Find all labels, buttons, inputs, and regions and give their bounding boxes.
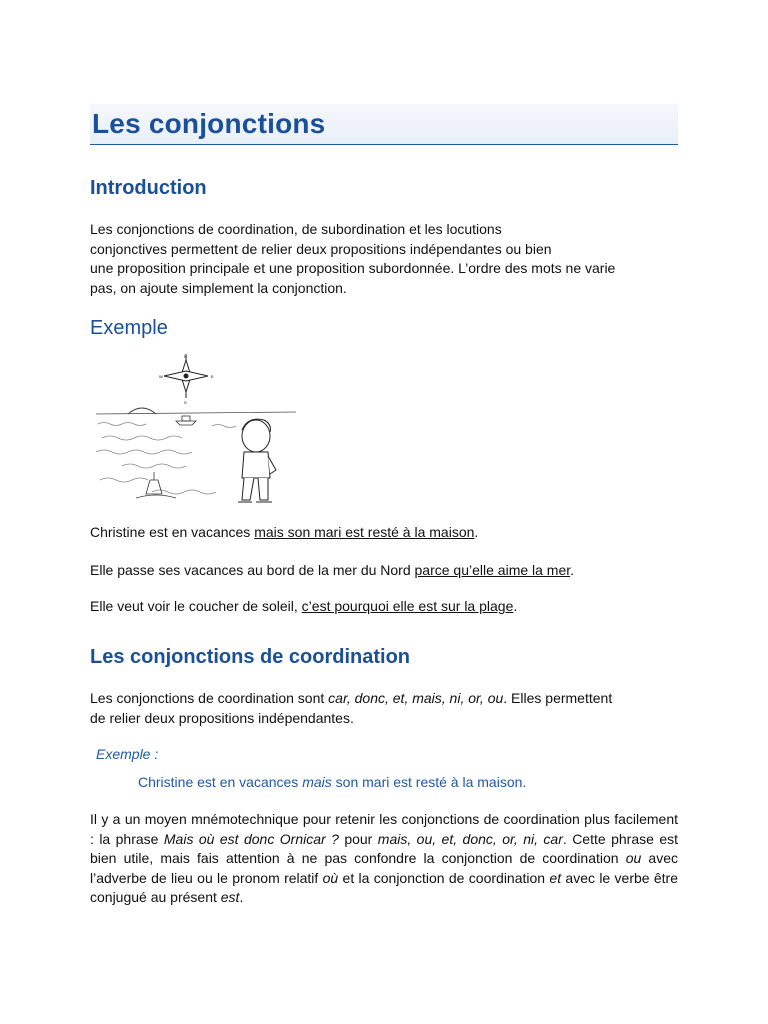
paragraph-italic: est xyxy=(220,889,240,905)
intro-line: Les conjonctions de coordination, de subordination et les locutions xyxy=(90,221,502,237)
exemple-sentence-1 xyxy=(90,523,678,543)
coordination-paragraph-1 xyxy=(90,689,678,728)
paragraph-text: . Cette phrase est bien utile, mais fais attention à ne pas confondre la conjonction de coordination xyxy=(90,830,678,866)
paragraph-italic: car, donc, et, mais, ni, or, ou xyxy=(328,690,504,706)
paragraph-italic: et xyxy=(549,869,562,886)
intro-line: conjonctives permettent de relier deux propositions indépendantes ou bien xyxy=(90,240,552,257)
example-text: Christine est en vacances xyxy=(138,774,303,790)
sentence-text: . xyxy=(570,562,575,578)
intro-paragraph xyxy=(90,220,678,298)
horizon-line xyxy=(96,412,296,414)
compass-w-label: W xyxy=(159,374,163,379)
example-italic: mais xyxy=(302,774,332,790)
sentence-underlined: mais son mari est resté à la maison xyxy=(254,524,475,540)
paragraph-text: de relier deux propositions indépendantes. xyxy=(90,709,354,726)
sandcastle-icon xyxy=(136,472,176,498)
child-figure xyxy=(238,419,276,502)
paragraph-italic: ou xyxy=(625,850,642,866)
compass-rose-icon xyxy=(164,354,208,398)
sentence-text: Elle veut voir le coucher de soleil, xyxy=(90,598,302,614)
exemple-heading: Exemple xyxy=(90,317,168,339)
paragraph-text: . xyxy=(239,889,244,905)
exemple-sentence-3 xyxy=(90,597,678,617)
example-text: son mari est resté à la maison. xyxy=(331,774,527,790)
compass-n-label: N xyxy=(184,354,187,359)
paragraph-text: Il y a un moyen mnémotechnique pour retenir les conjonctions de coordination plus facilement : la phrase xyxy=(90,811,678,847)
compass-s-label: S xyxy=(184,400,187,405)
compass-e-label: E xyxy=(211,374,214,379)
paragraph-italic: mais, ou, et, donc, or, ni, car xyxy=(377,830,563,847)
example-label: Exemple : xyxy=(96,746,159,762)
boat-icon xyxy=(176,416,196,425)
intro-heading: Introduction xyxy=(90,177,207,199)
title-bar xyxy=(90,104,678,145)
intro-line: pas, on ajoute simplement la conjonction. xyxy=(90,279,347,296)
paragraph-text: et la conjonction de coordination xyxy=(338,869,550,886)
sentence-text: Elle passe ses vacances au bord de la mer du Nord xyxy=(90,562,415,578)
example-sentence xyxy=(138,774,526,790)
paragraph-text: . Elles permettent xyxy=(503,690,613,706)
paragraph-text: avec le verbe être conjugué au présent xyxy=(90,869,679,905)
page-title: Les conjonctions xyxy=(92,108,326,139)
sentence-underlined: parce qu’elle aime la mer xyxy=(414,562,571,578)
coordination-paragraph-2 xyxy=(90,810,678,908)
sentence-underlined: c’est pourquoi elle est sur la plage xyxy=(301,598,514,614)
coordination-heading: Les conjonctions de coordination xyxy=(90,646,411,668)
paragraph-text: Les conjonctions de coordination sont xyxy=(90,690,329,706)
sentence-text: . xyxy=(513,598,518,614)
intro-line: une proposition principale et une proposition subordonnée. L’ordre des mots ne varie xyxy=(90,260,616,276)
sentence-text: Christine est en vacances xyxy=(90,524,255,540)
paragraph-italic: où xyxy=(322,869,339,886)
waves xyxy=(96,423,236,495)
beach-illustration xyxy=(92,352,300,512)
sentence-text: . xyxy=(474,524,479,540)
exemple-sentence-2 xyxy=(90,561,678,581)
paragraph-italic: Mais où est donc Ornicar ? xyxy=(163,830,339,847)
paragraph-text: pour xyxy=(338,830,378,847)
paragraph-text: avec l’adverbe de lieu ou le pronom relatif xyxy=(90,850,678,886)
